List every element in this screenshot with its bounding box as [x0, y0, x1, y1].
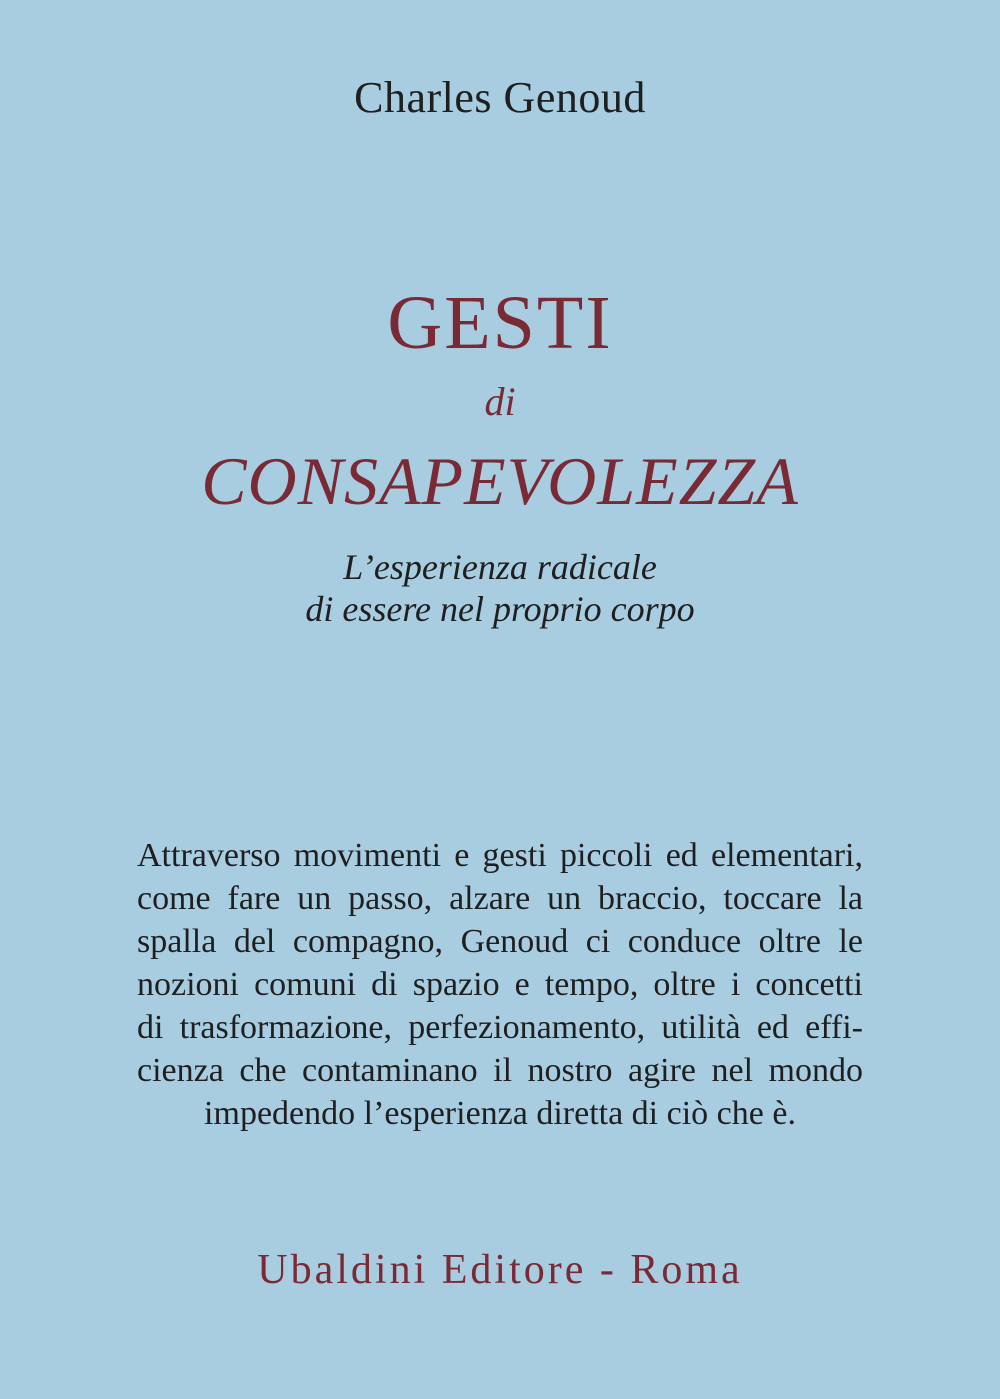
- blurb-line: Attraverso movimenti e gesti piccoli ed elementari,: [137, 837, 863, 874]
- title-conjunction: di: [484, 379, 516, 424]
- blurb-line: spalla del compagno, Genoud ci conduce oltre le: [137, 923, 863, 960]
- blurb-line: impedendo l’esperienza diretta di ciò che è.: [204, 1095, 796, 1132]
- blurb-line: nozioni comuni di spazio e tempo, oltre i concetti: [137, 966, 863, 1003]
- subtitle-line: di essere nel proprio corpo: [305, 589, 695, 629]
- publisher: Ubaldini Editore - Roma: [257, 1247, 743, 1293]
- subtitle-line: L’esperienza radicale: [343, 547, 657, 587]
- blurb-line: come fare un passo, alzare un braccio, toccare la: [137, 880, 863, 917]
- title-sub: CONSAPEVOLEZZA: [201, 443, 799, 519]
- blurb-line: di trasformazione, perfezionamento, utilità ed effi-: [137, 1009, 863, 1046]
- blurb-line: cienza che contaminano il nostro agire nel mondo: [137, 1052, 863, 1089]
- author-name: Charles Genoud: [354, 73, 646, 122]
- title-main: GESTI: [387, 281, 613, 365]
- subtitle: [0, 546, 1000, 630]
- blurb: [137, 834, 863, 1135]
